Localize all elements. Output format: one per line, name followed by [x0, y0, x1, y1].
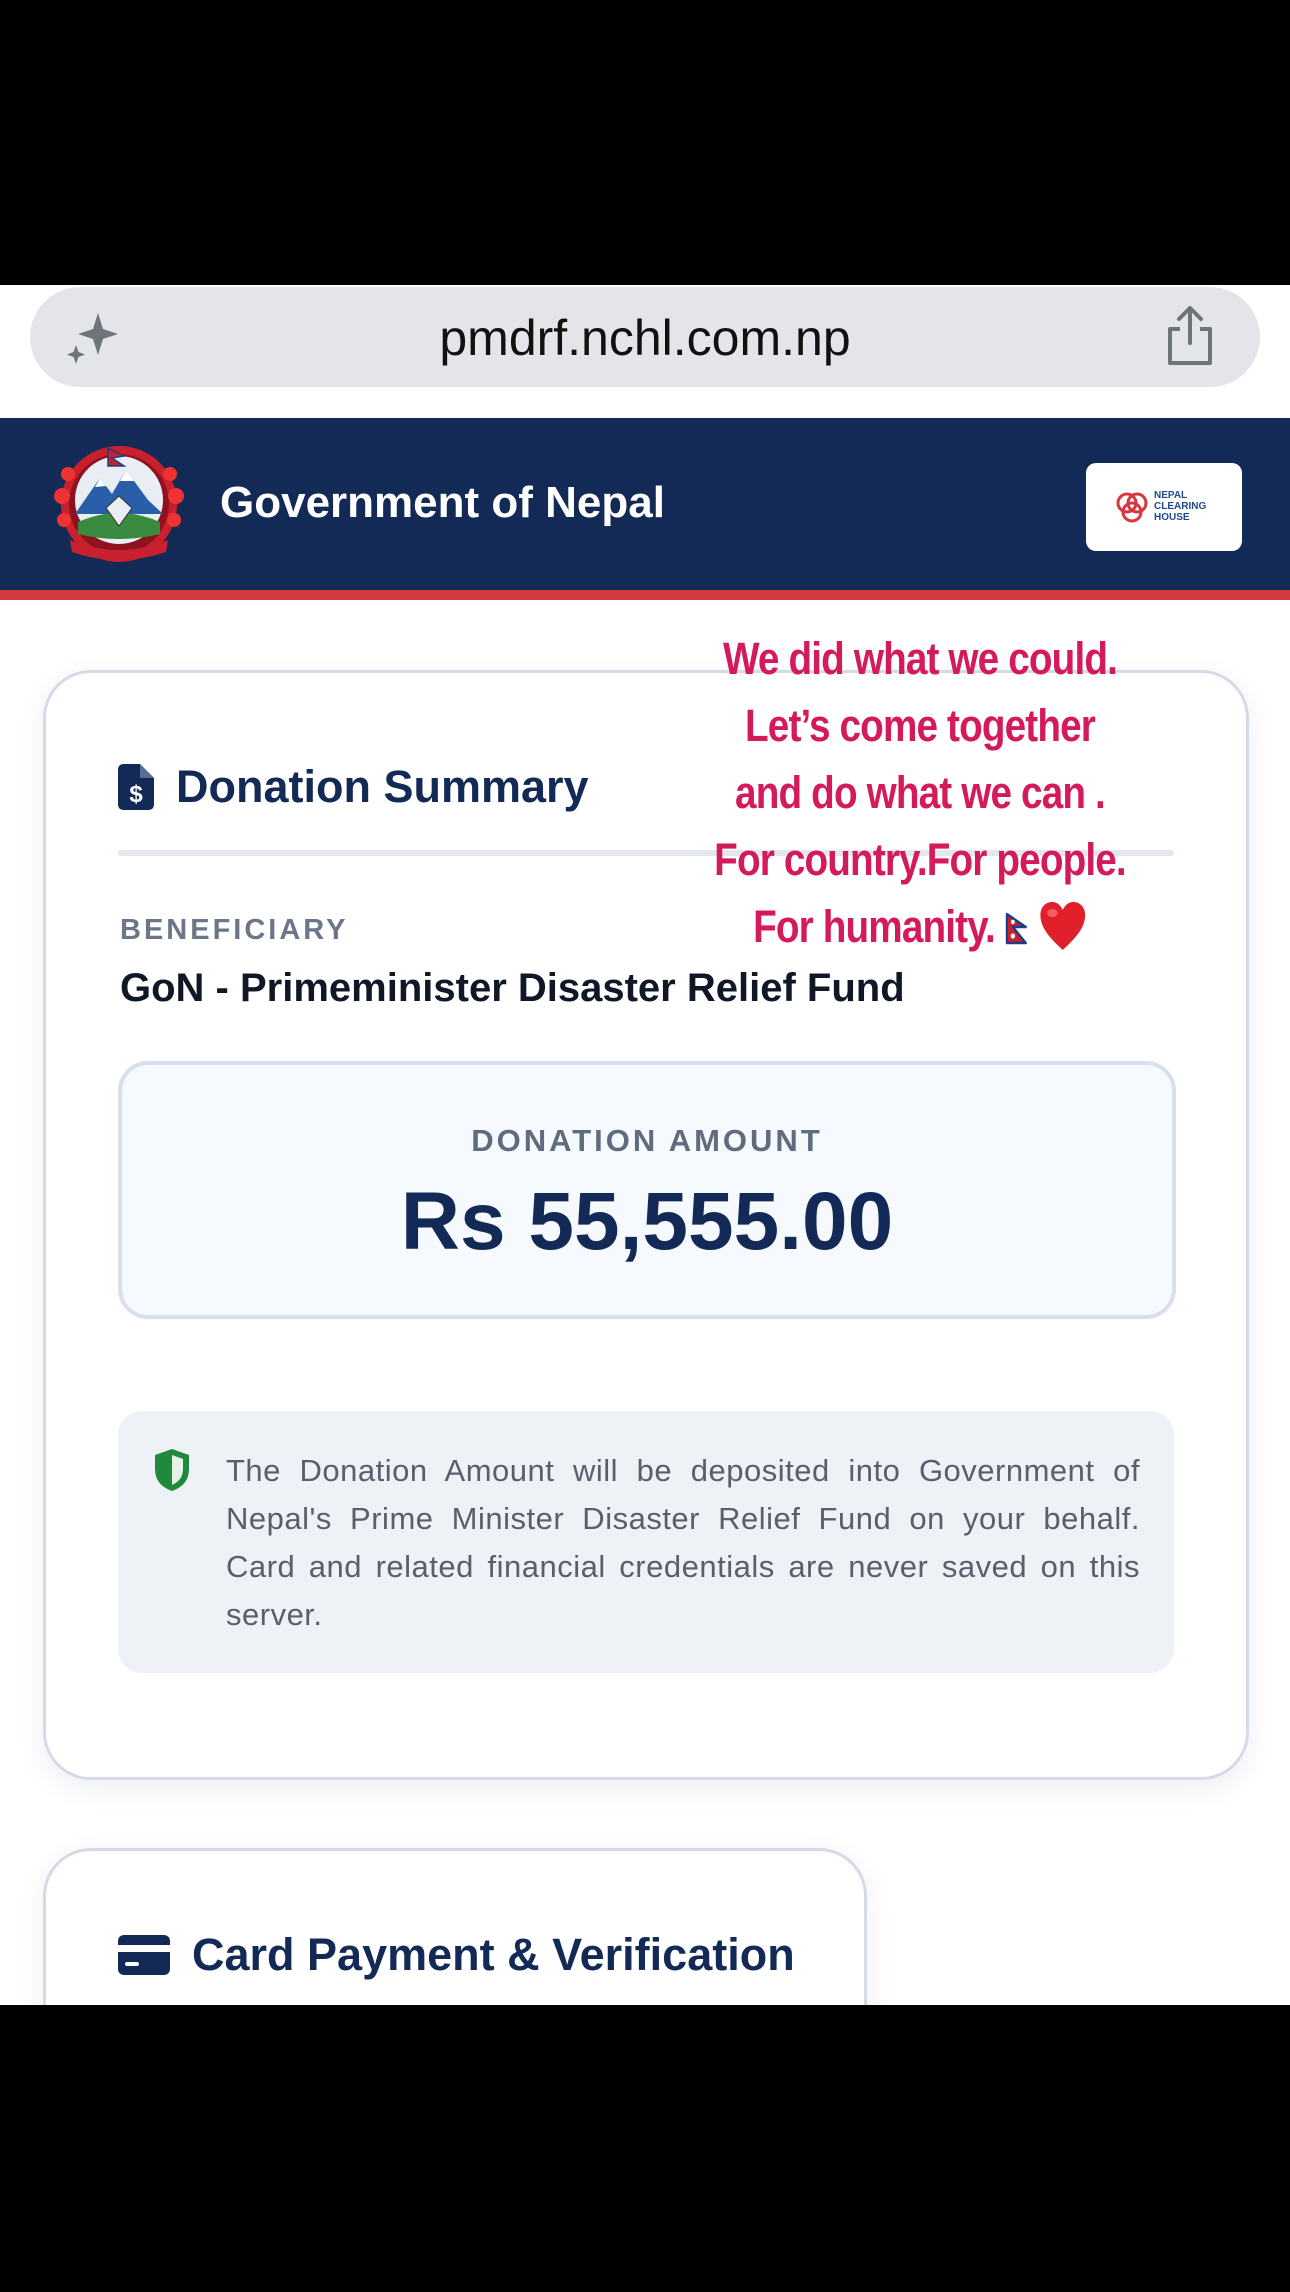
shield-icon: [152, 1447, 192, 1493]
donation-amount-box: [118, 1061, 1176, 1319]
donation-amount-value: Rs 55,555.00: [400, 1176, 894, 1267]
site-header: [0, 418, 1290, 600]
nchl-mark-icon: [1114, 489, 1150, 525]
overlay-line: Let’s come together: [745, 700, 1095, 751]
nchl-logo-text: NEPAL CLEARING HOUSE: [1154, 490, 1207, 523]
nchl-logo[interactable]: [1086, 463, 1242, 551]
overlay-line: For country.For people.: [714, 834, 1126, 885]
url-text[interactable]: pmdrf.nchl.com.np: [439, 310, 851, 366]
share-icon[interactable]: [1160, 303, 1220, 369]
card-payment-title: Card Payment & Verification: [192, 1929, 795, 1980]
donation-summary-heading: [118, 761, 589, 813]
beneficiary-label: BENEFICIARY: [120, 914, 349, 946]
credit-card-icon: [118, 1935, 170, 1975]
overlay-caption: [714, 625, 1127, 960]
card-payment-card: [43, 1848, 867, 2005]
header-title: Government of Nepal: [220, 478, 665, 527]
donation-amount-label: DONATION AMOUNT: [471, 1123, 823, 1158]
card-payment-heading: [118, 1929, 795, 1981]
heart-icon: [1039, 900, 1087, 952]
nepal-flag-icon: [1005, 912, 1029, 946]
privacy-notice-text: The Donation Amount will be deposited into Government of Nepal's Prime Minister Disaster Relief Fund on your behalf. Card and related financial credentials are never saved on this server.: [226, 1453, 1140, 1632]
overlay-line-last: [714, 893, 1127, 960]
overlay-line: and do what we can .: [735, 767, 1105, 818]
nepal-emblem-logo[interactable]: [48, 444, 190, 566]
address-bar[interactable]: [30, 287, 1260, 387]
overlay-line: We did what we could.: [722, 633, 1118, 684]
privacy-notice: [118, 1411, 1174, 1673]
overlay-line: For humanity.: [753, 901, 995, 952]
donation-summary-title: Donation Summary: [176, 761, 589, 812]
beneficiary-name: GoN - Primeminister Disaster Relief Fund: [120, 966, 905, 1010]
receipt-dollar-icon: [118, 764, 154, 810]
browser-viewport: [0, 285, 1290, 2005]
svg-text:$: $: [129, 781, 143, 808]
